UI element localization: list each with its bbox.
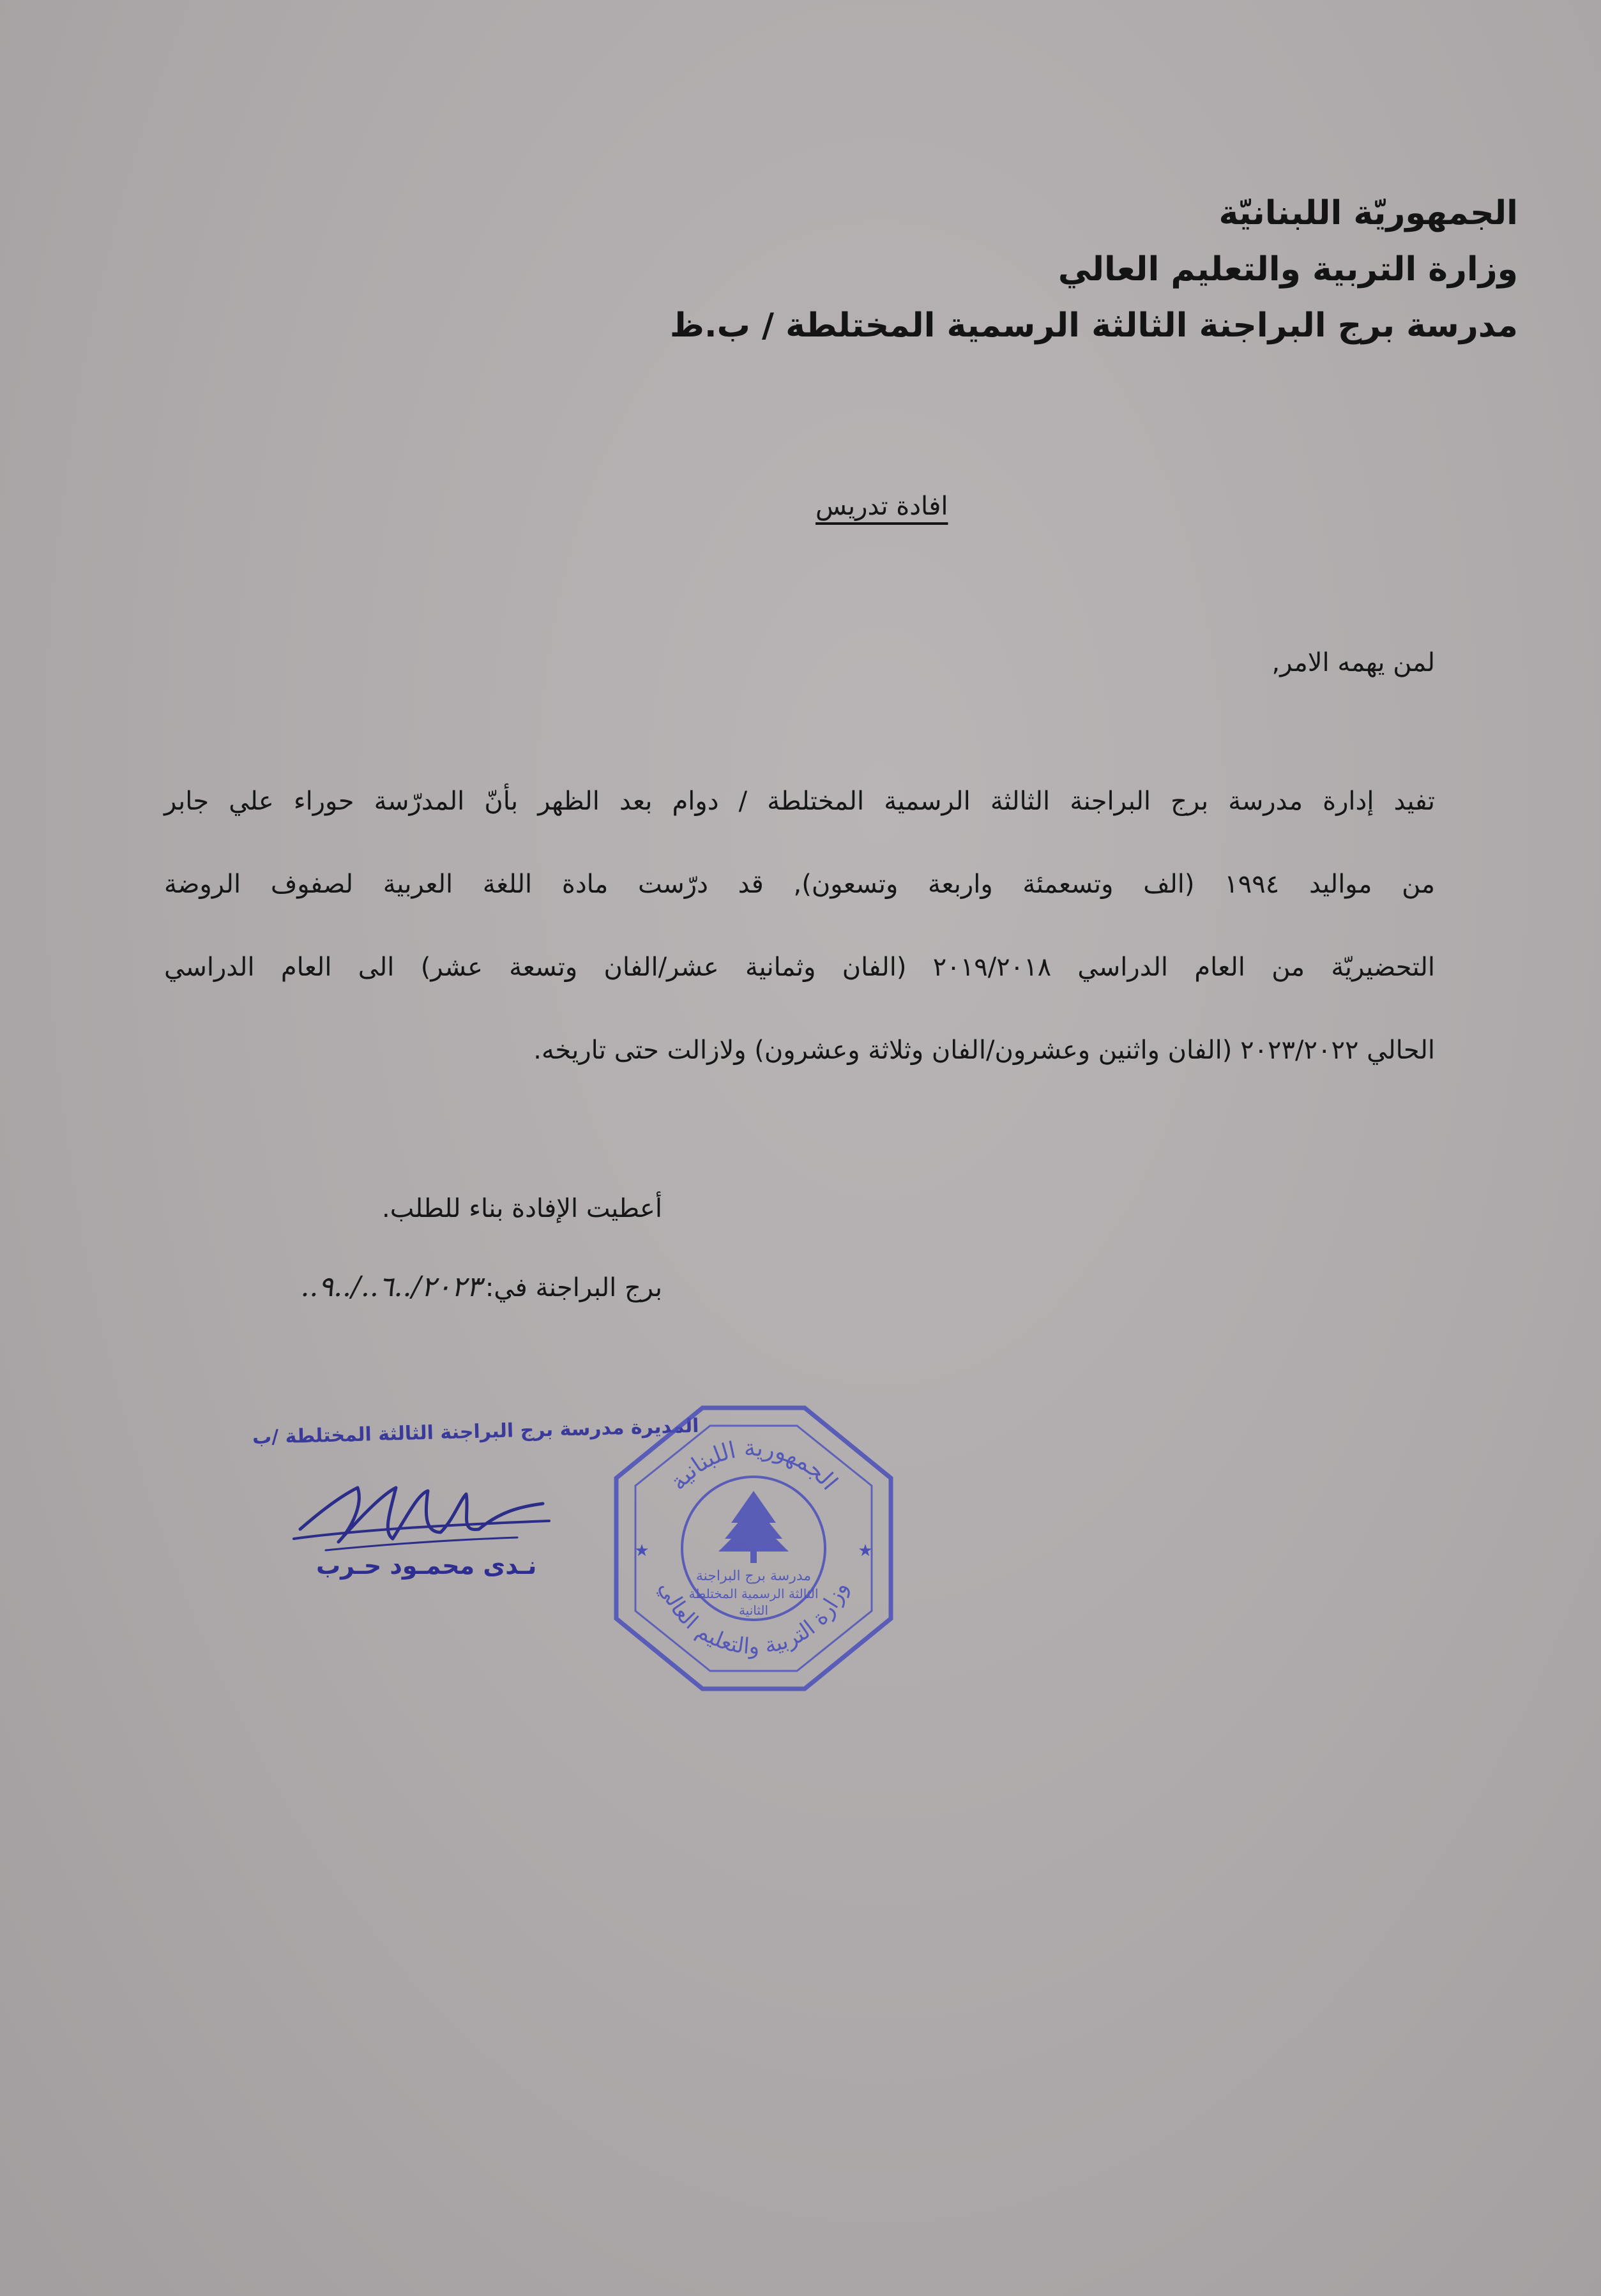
handwritten-date: ٢٠٢٣/..٦../..٩..: [300, 1271, 482, 1303]
cedar-tree-icon: [718, 1491, 789, 1563]
date-line: [300, 1271, 662, 1303]
closing-statement: أعطيت الإفادة بناء للطلب.: [382, 1194, 662, 1223]
seal-center-line-2: الثالثة الرسمية المختلطة: [688, 1586, 819, 1601]
certificate-body: [164, 769, 1435, 1101]
seal-star-icon: ★: [858, 1541, 873, 1560]
letterhead: [670, 185, 1518, 354]
body-line: التحضيريّة من العام الدراسي ٢٠١٩/٢٠١٨ (الفان وثمانية عشر/الفان وتسعة عشر) الى العام الدراسي: [164, 953, 1435, 982]
seal-bottom-text: وزارة التربية والتعليم العالي: [653, 1578, 853, 1660]
seal-star-icon: ★: [634, 1541, 649, 1560]
seal-center-line-3: الثانية: [738, 1603, 769, 1618]
signer-name: نـدى محمـود حـرب: [316, 1552, 537, 1580]
svg-text:الجمهورية اللبنانية: [665, 1435, 842, 1495]
body-line: من مواليد ١٩٩٤ (الف وتسعمئة واربعة وتسعون), قد درّست مادة اللغة العربية لصفوف الروضة: [164, 870, 1436, 899]
signature-scribble: [287, 1469, 556, 1564]
letterhead-republic: الجمهوريّة اللبنانيّة: [1218, 194, 1518, 232]
official-seal: [600, 1395, 907, 1702]
director-stamp-line: المديرة مدرسة برج البراجنة الثالثة المختلطة /ب: [252, 1414, 699, 1449]
body-line: تفيد إدارة مدرسة برج البراجنة الثالثة الرسمية المختلطة / دوام بعد الظهر بأنّ المدرّسة حوراء علي جابر: [164, 787, 1435, 816]
body-line: الحالي ٢٠٢٣/٢٠٢٢ (الفان واثنين وعشرون/الفان وثلاثة وعشرون) ولازالت حتى تاريخه.: [533, 1036, 1435, 1065]
seal-center-line-1: مدرسة برج البراجنة: [695, 1568, 812, 1584]
seal-top-text: الجمهورية اللبنانية: [665, 1435, 843, 1495]
document-title: افادة تدريس: [816, 492, 948, 521]
letterhead-school: مدرسة برج البراجنة الثالثة الرسمية المختلطة / ب.ظ: [669, 306, 1518, 345]
letterhead-ministry: وزارة التربية والتعليم العالي: [1058, 250, 1518, 289]
salutation: لمن يهمه الامر,: [1271, 648, 1435, 677]
date-label: برج البراجنة في:: [485, 1273, 662, 1303]
